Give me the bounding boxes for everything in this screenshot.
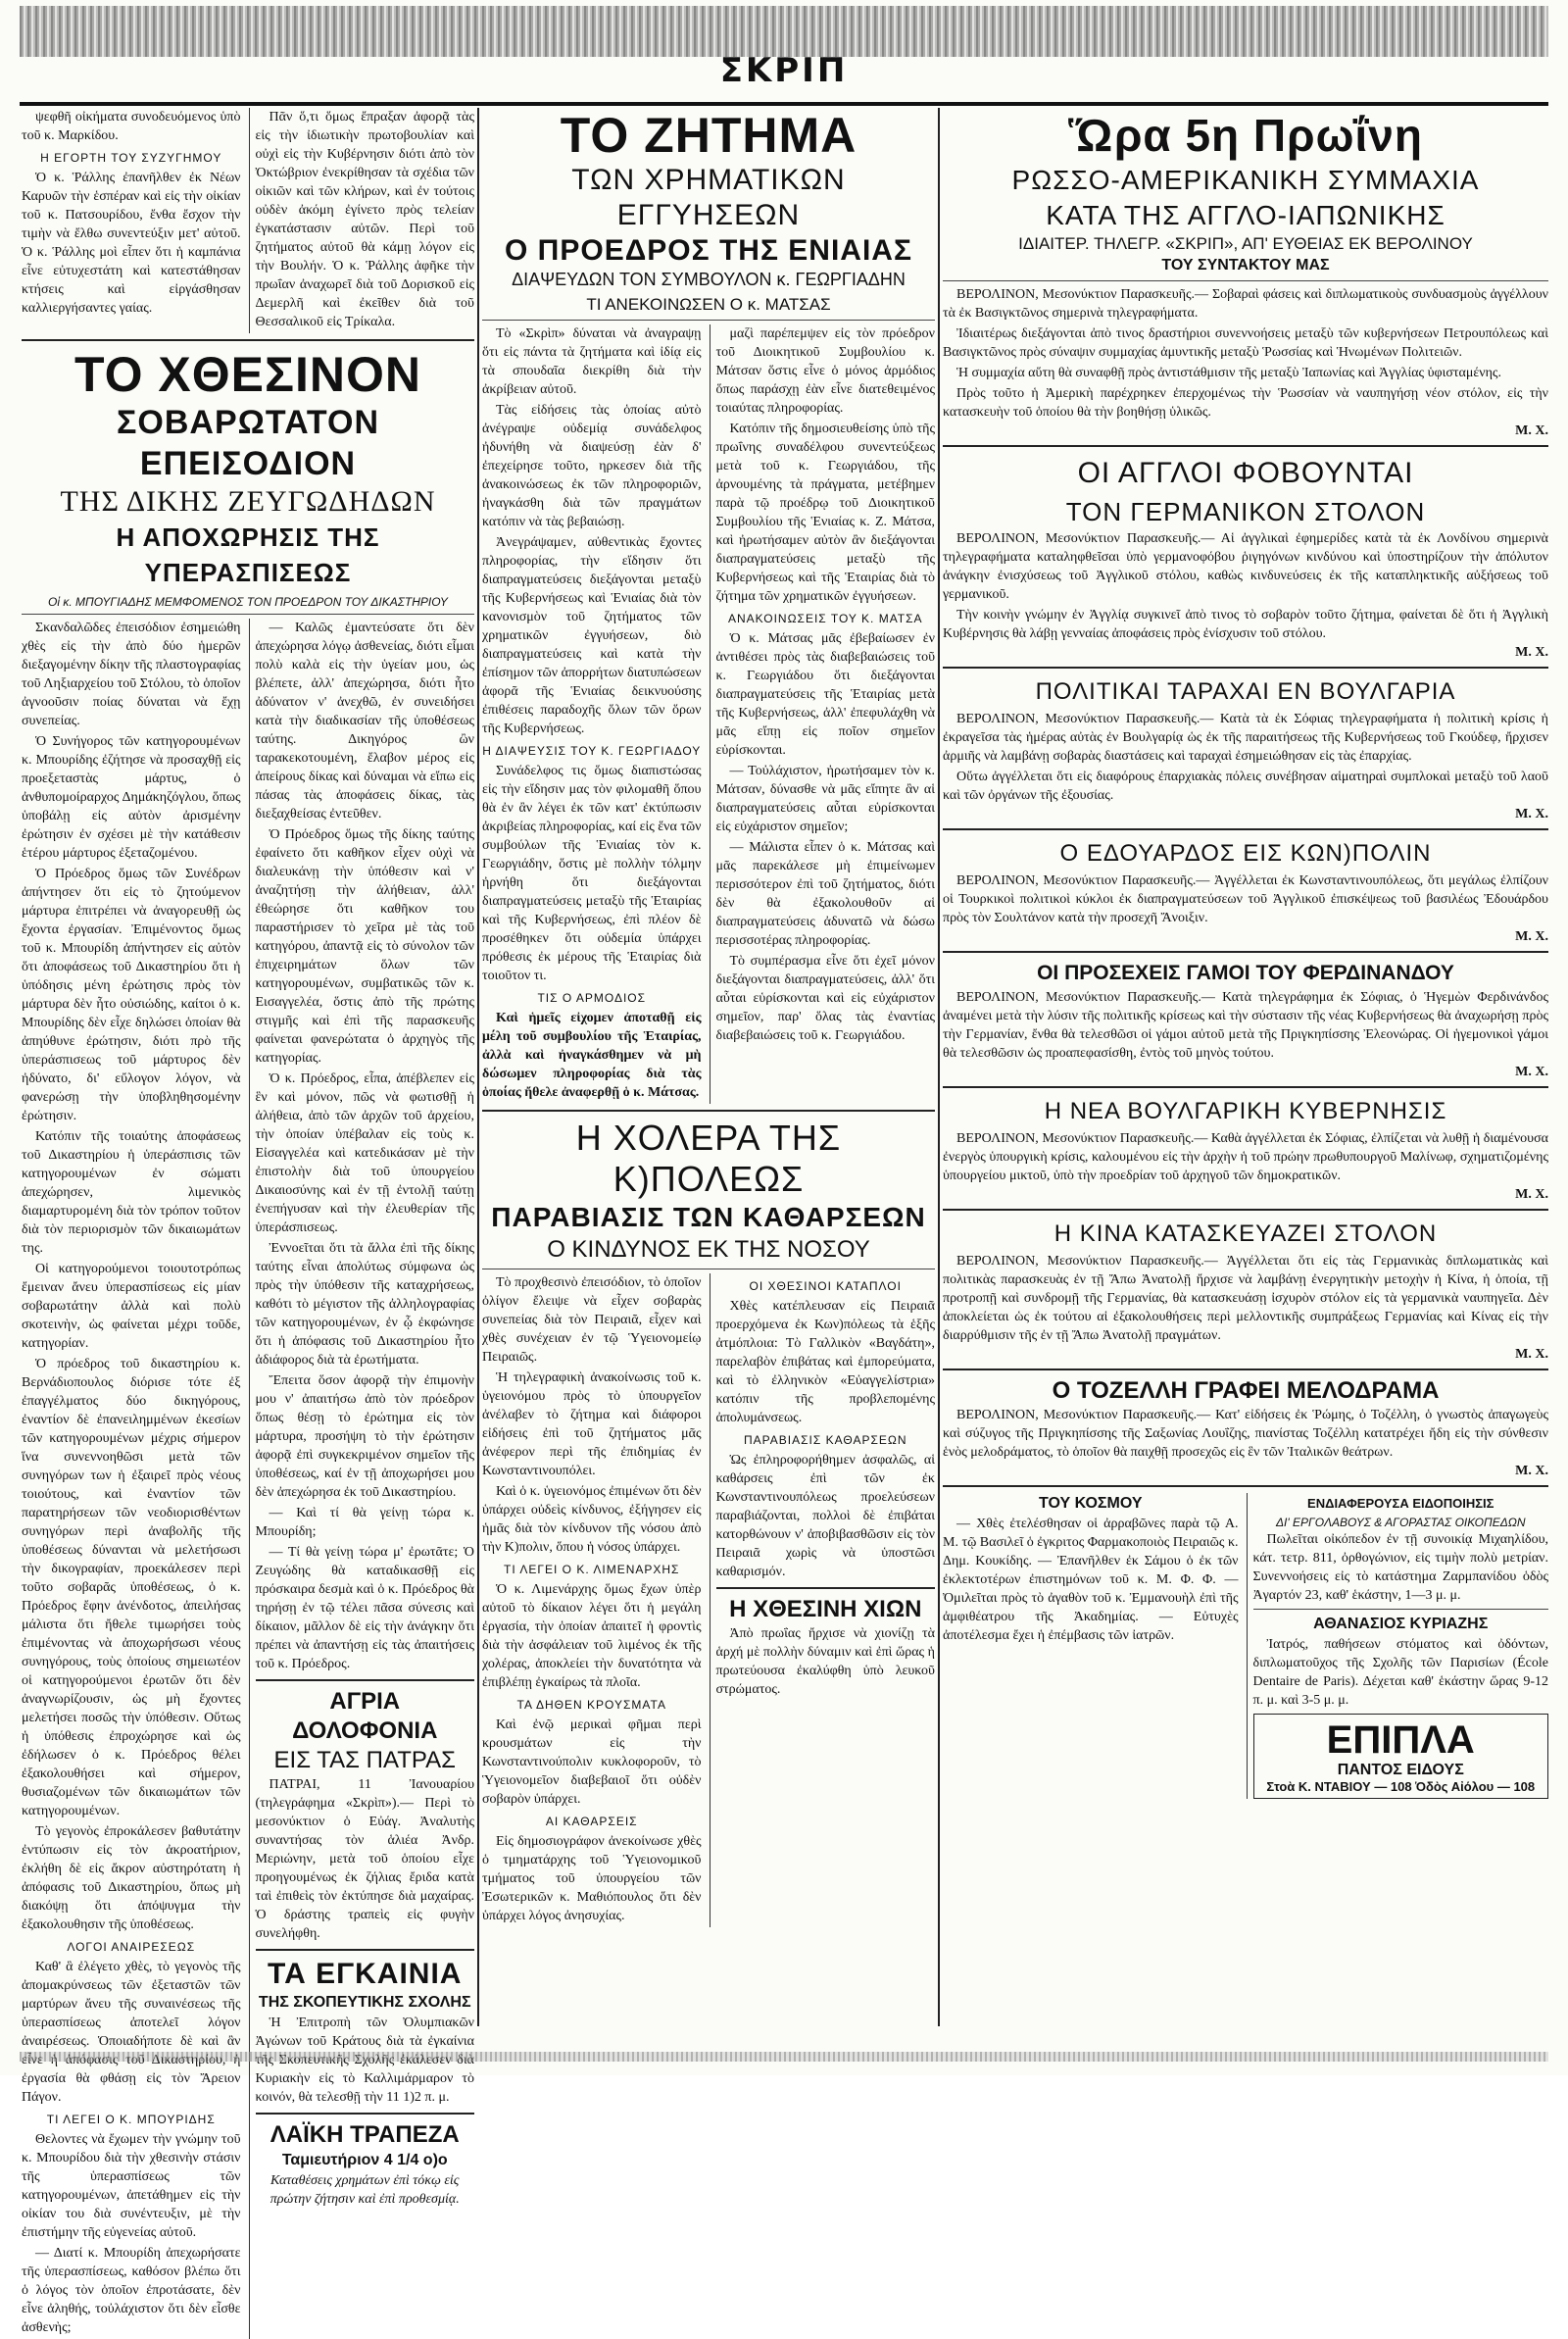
section-heading: ΠΑΡΑΒΙΑΣΙΣ ΚΑΘΑΡΣΕΩΝ bbox=[743, 1433, 907, 1447]
divider bbox=[943, 1485, 1548, 1487]
article-text: — Διατί κ. Μπουρίδη ἀπεχωρήσατε τῆς ὑπερασπίσεως, καθόσον βλέπω ὅτι ὁ λόγος τὸν ὁποῖον ἐπροτάσατε, δὲν εἶνε ἀληθής, τοὐλάχιστον ὅτι δὲν εἶσθε ἀσθενὴς; bbox=[22, 2246, 241, 2335]
ad-subtitle: ΠΑΝΤΟΣ ΕΙΔΟΥΣ bbox=[1337, 1762, 1464, 1778]
article-paragraph: Τὰς εἰδήσεις τὰς ὁποίας αὐτὸ ἀνέγραψε οὐδεμίᾳ συνάδελφος ἠδυνήθη νὰ διαψεύσῃ ἐὰν δ' ἐπεχείρησε τοῦτο, ηρκεσεν διὰ τῆς ἀνακοινώσεως ἐκ τῶν πληροφοριῶν, ἠναγκάσθη διὰ τῶν πραγμάτων κατόπιν νὰ τὰς βεβαιώσῃ. bbox=[482, 403, 702, 529]
article-paragraph: Ἡ τηλεγραφικὴ ἀνακοίνωσις τοῦ κ. ὑγειονόμου πρὸς τὸ ὑπουργεῖον ἀνέλαβεν τὸ ζήτημα καὶ διάφοροι εἰδήσεις ἐπὶ τοῦ ζητήματος μᾶς ἀνέφερον περὶ τῆς ἐπιδημίας ἐν Κωνσταντινουπόλει. bbox=[482, 1370, 702, 1478]
divider bbox=[943, 951, 1548, 953]
bottom-edge bbox=[20, 2052, 1548, 2062]
headline: ΤΩΝ ΧΡΗΜΑΤΙΚΩΝ ΕΓΓΥΗΣΕΩΝ bbox=[571, 164, 846, 231]
masthead-title: ΣΚΡΙΠ bbox=[719, 51, 849, 90]
col2-right-paragraphs bbox=[716, 324, 936, 606]
section-heading: ΤΙ ΛΕΓΕΙ Ο Κ. ΛΙΜΕΝΑΡΧΗΣ bbox=[504, 1563, 680, 1576]
top-rule bbox=[20, 102, 1548, 106]
article-paragraph: Κατόπιν τῆς τοιαύτης ἀποφάσεως τοῦ Δικαστηρίου ἡ ὑπεράσπισις τῶν κατηγορουμένων ἐν σώματι ἀπεχώρησεν, λιμενικὸς διαμαρτυρομένη διὰ τὸν τρόπον τοῦτον διὰ τὸν περιορισμὸν τῶν δικαιωμάτων της. bbox=[22, 1129, 241, 1256]
article-paragraph: Ἐννοεῖται ὅτι τὰ ἄλλα ἐπὶ τῆς δίκης ταύτης εἶναι ἀπολύτως σύμφωνα ὡς πρὸς τὴν ὑπόθεσιν τῆς καταχρήσεως, καθότι τὸ μέγιστον τῆς ἀλληλογραφίας τῶν κατηγορουμένων, ἐν ᾧ ἐκφώνησε ὅτι ἡ ἀπόφασις τοῦ Δικαστηρίου ἦτο ἀδιάφορος διὰ τὰ ἐρωτήματα. bbox=[255, 1241, 474, 1368]
col3-bottom-right bbox=[1247, 1493, 1549, 1799]
column-divider bbox=[477, 108, 479, 2026]
article-paragraph: Ἡ συμμαχία αὕτη θὰ συναφθῇ πρὸς ἀντιστάθμισιν τῆς μεταξὺ Ἰαπωνίας καὶ Ἀγγλίας ὑφισταμένης. bbox=[956, 366, 1501, 380]
article-paragraph: ΒΕΡΟΛΙΝΟΝ, Μεσονύκτιον Παρασκευῆς.— Κατὰ τὰ ἐκ Σόφιας τηλεγραφήματα ἡ πολιτικὴ κρίσις ἡ ἐκραγεῖσα τὰς ἡμέρας αὐτὰς ἐν Βουλγαρίᾳ ὡς ἐκ τῆς παραιτήσεως τῆς Κυβερνήσεως τοῦ Γκούδεφ, ἤρχισεν ἀρμιῆς νὰ λαμβάνῃ σοβαρὰς διαστάσεις καὶ ταραχαὶ ἐσημειώθησαν εἰς τὰς ἐπαρχίας. bbox=[943, 712, 1548, 764]
article-text: Καὶ ἐνῷ μερικαὶ φῆμαι περὶ κρουσμάτων εἰς τὴν Κωνσταντινούπολιν κυκλοφοροῦν, τὸ Ὑγειονομεῖον διαβεβαιοῖ ὅτι οὐδὲν σοβαρὸν ὑπάρχει. bbox=[482, 1717, 702, 1807]
byline: Μ. Χ. bbox=[1515, 1065, 1548, 1079]
headline: Ο ΚΙΝΔΥΝΟΣ ΕΚ ΤΗΣ ΝΟΣΟΥ bbox=[547, 1236, 870, 1263]
article-paragraph: Τὸ συμπέρασμα εἶνε ὅτι ἐχεῖ μόνον διεξάγονται διαπραγματεύσεις, ἀλλ' ὅτι αὗται εὑρίσκονται καὶ εἰς εὐχάριστον σημεῖον, παρ' ὅλας τὰς ἐναντίας διαβεβαιώσεις τοῦ κ. Γεωργιάδου. bbox=[715, 954, 935, 1043]
article-paragraph: μαζὶ παρέπεμψεν εἰς τὸν πρόεδρον τοῦ Διοικητικοῦ Συμβουλίου κ. Μάτσαν ὅστις εἶνε ὁ μόνος ἁρμόδιος ὅπως παράσχῃ ἐὰν εἶνε διατεθειμένος τοιαύτας πληροφορίας. bbox=[715, 326, 935, 416]
headline: ΟΙ ΑΓΓΛΟΙ ΦΟΒΟΥΝΤΑΙ bbox=[1077, 457, 1414, 489]
article-paragraph: — Καλῶς ἐμαντεύσατε ὅτι δὲν ἀπεχώρησα λόγῳ ἀσθενείας, διότι εἶμαι πολὺ καλὰ εἰς τὴν ὑγείαν μου, ὡς βλέπετε, ἀλλ' ἀπεχώρησα, διότι ἦτο ἀδύνατον ν' ἀνεχθῶ, ἐν συνειδήσει κατὰ τὴν διαδικασίαν τῆς ὑποθέσεως ταύτης. Δικηγόρος ὢν ταρακεκοτουμένη, ἔλαβον μέρος εἰς ἀπείρους δίκας καὶ δύναμαι νὰ εἴπω εἰς πάσας τὰς ἀποφάσεις δίκας, τὰς διεξαχθείσας ἐντεῦθεν. bbox=[255, 621, 474, 821]
col1-top-left bbox=[22, 108, 241, 333]
section-heading: ΟΙ ΧΘΕΣΙΝΟΙ ΚΑΤΑΠΛΟΙ bbox=[749, 1279, 902, 1293]
divider bbox=[943, 1086, 1548, 1088]
ad-subheadline: Ταμιευτήριον 4 1/4 ο)ο bbox=[281, 2152, 448, 2168]
section-heading: Η ΔΙΑΨΕΥΣΙΣ ΤΟΥ Κ. ΓΕΩΡΓΙΑΔΟΥ bbox=[482, 744, 702, 758]
ad-address: Στοὰ Κ. ΝΤΑΒΙΟΥ — 108 Ὁδὸς Αἰόλου — 108 bbox=[1266, 1779, 1536, 1794]
headline: Ο ΤΟΖΕΛΛΗ ΓΡΑΦΕΙ ΜΕΛΟΔΡΑΜΑ bbox=[1052, 1377, 1440, 1404]
article-text: ΒΕΡΟΛΙΝΟΝ, Μεσονύκτιον Παρασκευῆς.— Ἀγγέλλεται ἐκ Κωνσταντινουπόλεως, ὅτι μεγάλως ἐλπίζουν οἱ Τουρκικοὶ πολιτικοὶ κύκλοι ἐκ διαπραγματεύσεων τοῦ Ἀγγλικοῦ ἐπισκέψεως τοῦ βασιλέως Ἐδουάρδου πρὸς τὸν Σουλτάνον κατὰ τὴν προσεχῆ Ἄνοιξιν. bbox=[943, 873, 1548, 925]
headline: Ο ΕΔΟΥΑΡΔΟΣ ΕΙΣ ΚΩΝ)ΠΟΛΙΝ bbox=[1059, 840, 1432, 867]
headline: Η ΧΘΕΣΙΝΗ ΧΙΩΝ bbox=[729, 1596, 922, 1622]
article-text: ψεφθῆ οἰκήματα συνοδευόμενος ὑπὸ τοῦ κ. Μαρκίδου. bbox=[22, 110, 241, 143]
article-paragraph: Ὁ Πρόεδρος ὅμως τῆς δίκης ταύτης ἐφαίνετο ὅτι καθῆκον εἶχεν οὐχὶ νὰ διαλευκάνῃ τὴν ὑπόθεσιν καὶ ν' ἀναζητήσῃ τὴν ἀλήθειαν, ἀλλ' ἐθεώρησε ὅτι καθῆκον του παραστήρισεν τὸ χεῖρα μὲ τὰς τοῦ κατηγόρου, ἀπαντᾷ εἰς τὸ σύνολον τῶν ἐπιχειρημάτων ὅλων τῶν κατηγορουμένων, συμβατικῶς τῶν κ. Εισαγγελέα, ὅστις ἀπὸ τῆς πρώτης στιγμῆς καὶ ἐπὶ τῆς παρασκευῆς φαίνεται φανερώτατα ὁ ἀρχηγὸς τῆς κατηγορίας. bbox=[255, 827, 474, 1066]
headline: ΟΙ ΠΡΟΣΕΧΕΙΣ ΓΑΜΟΙ ΤΟΥ ΦΕΡΔΙΝΑΝΔΟΥ bbox=[1037, 962, 1454, 984]
divider bbox=[943, 828, 1548, 830]
headline: Ο ΠΡΟΕΔΡΟΣ ΤΗΣ ΕΝΙΑΙΑΣ bbox=[505, 234, 912, 267]
byline: Μ. Χ. bbox=[1515, 1347, 1548, 1362]
headline: ΤΟΥ ΚΟΣΜΟΥ bbox=[1039, 1495, 1143, 1512]
ad-title: ΕΠΙΠΛΑ bbox=[1326, 1718, 1475, 1762]
divider bbox=[1253, 1609, 1549, 1610]
col3-bottom-left bbox=[943, 1493, 1239, 1799]
article-paragraph: Καὶ ὁ κ. ὑγειονόμος ἐπιμένων ὅτι δὲν ὑπάρχει οὐδεὶς κίνδυνος, ἐξήγησεν εἰς ἡμᾶς διὰ τὸν κίνδυνον τῆς νόσου ἀπὸ τὴν Κ)πολιν, ὅπου ἡ νόσος ὑπάρχει. bbox=[482, 1484, 702, 1555]
story-a bbox=[22, 619, 241, 2339]
col2-bottom-left bbox=[482, 1273, 702, 1927]
col2-left-paragraphs bbox=[482, 324, 702, 738]
article-paragraph: Ἰδιαιτέρως διεξάγονται ἀπὸ τινος δραστήριοι συνεννοήσεις μεταξὺ τῶν κυβερνήσεων Πετρουπόλεως καὶ Βασιγκτῶνος πρὸς σύναψιν συμμαχίας ἀμυντικῆς μεταξὺ Ῥωσσίας καὶ Ἡνωμένων Πολιτειῶν. bbox=[943, 326, 1548, 360]
article-text: Ὁ κ. Λιμενάρχης ὅμως ἔχων ὑπὲρ αὐτοῦ τὸ δίκαιον λέγει ὅτι ἡ μεγάλη ἐργασία, τὴν ὁποίαν ἀπαιτεῖ ἡ φροντὶς διὰ τὴν ἀσφάλειαν τοῦ λιμένος ἐκ τῆς χολέρας, ἀποκλείει τὴν δυνατότητα νὰ ἐπιβλέπῃ ἐγκαίρως τὰ πλοῖα. bbox=[482, 1582, 702, 1690]
headline: Η ΝΕΑ ΒΟΥΛΓΑΡΙΚΗ ΚΥΒΕΡΝΗΣΙΣ bbox=[1044, 1098, 1447, 1124]
article-paragraph: Οἱ κατηγορούμενοι τοιουτοτρόπως ἔμειναν ἄνευ ὑπερασπίσεως εἰς μίαν σοβαρωτάτην ἀλλὰ καὶ πολὺ σκοτεινὴν, ὡς φαίνεται μέχρι τοῦδε, κατηγορίαν. bbox=[22, 1262, 241, 1351]
byline: Μ. Χ. bbox=[1515, 929, 1548, 944]
article-paragraph: Τὸ προχθεσινὸ ἐπεισόδιον, τὸ ὁποῖον ὀλίγον ἔλειψε νὰ εἶχεν σοβαρὰς συνεπείας διὰ τὸν Πειραιᾶ, εἶχεν καὶ χθὲς συνέχειαν ἐν τῷ Ὑγειονομείῳ Πειραιῶς. bbox=[482, 1275, 702, 1365]
article-text: Εἰς δημοσιογράφον ἀνεκοίνωσε χθὲς ὁ τμηματάρχης τοῦ Ὑγειονομικοῦ τμήματος τοῦ ὑπουργείου τῶν Ἐσωτερικῶν κ. Μαθιόπουλος ὅτι δὲν ὑπάρχει λόγος ἀνησυχίας. bbox=[482, 1834, 702, 1923]
article-paragraph: Ὁ κ. Μάτσας μᾶς ἐβεβαίωσεν ἐν ἀντιθέσει πρὸς τὰς διαβεβαιώσεις τοῦ κ. Γεωργιάδου ὅτι διεξάγονται διαπραγματεύσεις τῆς Ἑταιρίας μετὰ τῆς Κυβερνήσεως, ἀλλ' ἐπεφυλάχθη νὰ μᾶς εἴπῃ εἰς ποῖον σημεῖον εὑρίσκονται. bbox=[715, 631, 935, 758]
byline: Μ. Χ. bbox=[1515, 423, 1548, 438]
alliance-paragraphs bbox=[943, 285, 1548, 422]
section-heading: ΑΙ ΚΑΘΑΡΣΕΙΣ bbox=[545, 1815, 638, 1828]
sub-headline: Οἱ κ. ΜΠΟΥΓΙΑΔΗΣ ΜΕΜΦΟΜΕΝΟΣ ΤΟΝ ΠΡΟΕΔΡΟΝ ΤΟΥ ΔΙΚΑΣΤΗΡΙΟΥ bbox=[48, 595, 448, 609]
column-3 bbox=[943, 108, 1548, 2026]
headline: ΠΑΡΑΒΙΑΣΙΣ ΤΩΝ ΚΑΘΑΡΣΕΩΝ bbox=[491, 1202, 926, 1232]
headline: ΠΟΛΙΤΙΚΑΙ ΤΑΡΑΧΑΙ ΕΝ ΒΟΥΛΓΑΡΙΑ bbox=[1035, 678, 1456, 705]
divider bbox=[943, 667, 1548, 669]
byline: Μ. Χ. bbox=[1515, 1464, 1548, 1478]
article-paragraph: Τὴν κοινὴν γνώμην ἐν Ἀγγλίᾳ συγκινεῖ ἀπὸ τινος τὸ σοβαρὸν τοῦτο ζήτημα, φαίνεται δὲ ὅτι ἡ Ἀγγλικὴ Κυβέρνησις θὰ λάβῃ γενναίας ἀποφάσεις πρὸς ἐνίσχυσιν τοῦ στόλου. bbox=[943, 608, 1548, 641]
headline: ΑΓΡΙΑ ΔΟΛΟΦΟΝΙΑ bbox=[292, 1688, 438, 1744]
article-text: ΒΕΡΟΛΙΝΟΝ, Μεσονύκτιον Παρασκευῆς.— Ἀγγέλλεται ὅτι εἰς τὰς Γερμανικὰς διπλωματικὰς καὶ πολιτικὰς παρασκευὰς ἐν τῇ Ἄπω Ἀνατολῇ ἤρχισε νὰ λαμβάνῃ ἐνεργητικὴν μετοχὴν ἡ Κίνα, ἡ ὁποία, τῇ προτροπῇ καὶ συνδρομῇ τῆς Γερμανίας, θὰ κατασκευάσῃ ἰσχυρὸν στόλον εἰς τὰ γερμανικὰ ναυπηγεῖα. Δὲν ἀποκλείεται ὡς ἐκ τούτου αἱ ἐξακολουθήσεις περὶ μελλοντικῆς συμπράξεως Γερμανίας καὶ Κίνας εἰς τὴν διαρρύθμισιν τῆς ἐν τῇ Ἄπω Ἀνατολῇ πραγμάτων. bbox=[943, 1254, 1548, 1343]
article-text: Καθ' ἃ ἐλέγετο χθὲς, τὸ γεγονὸς τῆς ἀπομακρύνσεως τῶν ἐξεταστῶν τῶν μαρτύρων ἄνευ τῆς συναινέσεως τῆς ὑπερασπίσεως ἀποτελεῖ λόγον ἀναιρέσεως. Ὁποιαδήποτε δὲ καὶ ἂν εἶνε ἡ ἀπόφασις τοῦ Δικαστηρίου, ἡ ἐργασία θὰ φθάσῃ εἰς τὸν Ἄρειον Πάγον. bbox=[22, 1960, 241, 2105]
ad-headline: ΕΝΔΙΑΦΕΡΟΥΣΑ ΕΙΔΟΠΟΙΗΣΙΣ bbox=[1307, 1496, 1494, 1511]
masthead-ornament bbox=[20, 6, 1548, 57]
divider bbox=[943, 1209, 1548, 1211]
headline: Η ΚΙΝΑ ΚΑΤΑΣΚΕΥΑΖΕΙ ΣΤΟΛΟΝ bbox=[1054, 1220, 1438, 1247]
article-text: Ὡς ἐπληροφορήθημεν ἀσφαλῶς, αἱ καθάρσεις ἐπὶ τῶν ἐκ Κωνσταντινουπόλεως προελεύσεων παραβιάζονται, πολλοὶ δὲ ἐπιβάται κατορθώνουν ν' ἀποβιβασθῶσιν εἰς τὸν Πειραιᾶ χωρὶς νὰ ὑποστῶσι καθαρισμόν. bbox=[715, 1453, 935, 1579]
col1-top-right bbox=[249, 108, 475, 333]
article-text: — Χθὲς ἐτελέσθησαν οἱ ἀρραβῶνες παρὰ τῷ Α. Μ. τῷ Βασιλεῖ ὁ ἐγκριτος Φαρμακοποιὸς Πειραιῶς κ. Δημ. Κουκίδης. — Ἐπανῆλθεν ἐκ Σάμου ὁ ἐκ τῶν ἐκλεκτοτέρων ἐπιστημόνων τοῦ κ. Μ. Φ. Φ. — Ὀμιλεῖται πρὸς τὸ ἀγαθὸν τοῦ κ. Ἐμμανουὴλ ἐπὶ τῆς ἀμφιθέατρου τῆς Ἀκαδημίας. — Εὐτυχὲς ἀποτέλεσμα ἔχει ἡ ἐπέμβασις τῶν ἰατρῶν. bbox=[943, 1517, 1239, 1643]
col3-bottom-block bbox=[943, 1493, 1548, 1799]
byline: Μ. Χ. bbox=[1515, 1187, 1548, 1202]
divider bbox=[256, 1679, 475, 1681]
article-text: ΒΕΡΟΛΙΝΟΝ, Μεσονύκτιον Παρασκευῆς.— Κατὰ τηλεγράφημα ἐκ Σόφιας, ὁ Ἡγεμὼν Φερδινάνδος ἀναμένει μετὰ τὴν λύσιν τῆς πολιτικῆς κρίσεως καὶ τὴν σύστασιν τῆς νέας Κυβερνήσεως θὰ ἀναχωρήσῃ πρὸς τὴν Γερμανίαν, ἔνθα θὰ τελεσθῶσι οἱ γάμοι αὐτοῦ μετὰ τῆς Πριγκηπίσσης Ἐλεονώρας. Οἱ ἡγεμονικοὶ γάμοι θὰ τελεσθῶσιν ὡς προαπεφασίσθη, ἐντὸς τοῦ μηνὸς τούτου. bbox=[943, 990, 1548, 1061]
section-heading: ΤΙΣ Ο ΑΡΜΟΔΙΟΣ bbox=[537, 991, 647, 1005]
divider bbox=[22, 339, 474, 341]
article-text: Καὶ ἡμεῖς εἰχομεν ἀποταθῇ εἰς μέλη τοῦ συμβουλίου τῆς Ἑταιρίας, ἀλλὰ καὶ ἠναγκάσθημεν νὰ μὴ δώσωμεν πληροφορίας διὰ τὰς ὁποίας ἤθελε ἀναφερθῇ ὁ κ. Μάτσας. bbox=[482, 1011, 702, 1100]
article-text: ΒΕΡΟΛΙΝΟΝ, Μεσονύκτιον Παρασκευῆς.— Καθὰ ἀγγέλλεται ἐκ Σόφιας, ἐλπίζεται νὰ λυθῇ ἡ διαμένουσα ἐνεργὸς ὑπουργικὴ κρίσις, καλουμένου εἰς τὴν ἀρχὴν ἡ τοῦ πρώην πρωθυπουργοῦ Μαλίνωφ, σχηματιζομένης ὑπουργείου μικτοῦ, ὑπὸ τὴν προεδρίαν τοῦ ἀρχηγοῦ τῶν δημοκρατικῶν. bbox=[943, 1131, 1548, 1183]
section-heading: ΛΟΓΟΙ ΑΝΑΙΡΕΣΕΩΣ bbox=[67, 1940, 196, 1954]
article-paragraph: Ὁ κ. Πρόεδρος, εἶπα, ἀπέβλεπεν εἰς ἓν καὶ μόνον, πῶς νὰ φωτισθῇ ἡ ἀλήθεια, ἀπὸ τῶν ἀρχῶν τοῦ ἀρχείου, τὴν ὁποίαν ὑπέβαλαν εἰς τοὺς κ. Εἰσαγγελέα καὶ κατεδικάσαν μὲ τὴν ἐπιστολὴν διὰ τοῦ ὑπουργείου Δικαιοσύνης καὶ ἐν τῇ ἐντολῇ ταύτῃ ἐνεπήγυσαν καὶ τὴν ἐλευθερίαν τῆς ὑπεράσπισεως. bbox=[255, 1071, 474, 1235]
ad-text: Καταθέσεις χρημάτων ἐπὶ τόκῳ εἰς πρώτην ζήτησιν καὶ ἐπὶ προθεσμίᾳ. bbox=[270, 2173, 460, 2207]
article-paragraph: Ἀνεγράψαμεν, αὐθεντικὰς ἔχοντες πληροφορίας, τὴν εἴδησιν ὅτι διαπραγματεύσεις διεξάγονται μεταξὺ τῆς Κυβερνήσεως καὶ Ἑνιαίας διὰ τὸν κανονισμὸν τοῦ ζητήματος τῶν χρηματικῶν ἐγγυήσεων, διὸ διαπραγματεύσεις καὶ κατὰ τὴν ἐπίσημον τῶν ἀπορρήτων διατυπώσεων ἀφορᾶ τῆς Ἑνιαίας δεικνυούσης ἐπιθέσεις παραδοχῆς ὅλων τῶν ὅρων τῆς Κυβερνήσεως. bbox=[482, 535, 702, 736]
section-heading: ΤΙ ΛΕΓΕΙ Ο Κ. ΜΠΟΥΡΙΔΗΣ bbox=[46, 2113, 216, 2126]
divider bbox=[482, 320, 935, 321]
headline: ΤΗΣ ΣΚΟΠΕΥΤΙΚΗΣ ΣΧΟΛΗΣ bbox=[258, 1994, 471, 2011]
col2-cholera-paragraphs bbox=[482, 1273, 702, 1557]
headline: ΤΟ ΧΘΕΣΙΝΟΝ bbox=[74, 347, 422, 402]
headline: ΣΟΒΑΡΩΤΑΤΟΝ ΕΠΕΙΣΟΔΙΟΝ bbox=[116, 404, 380, 482]
headline: Η ΑΠΟΧΩΡΗΣΙΣ ΤΗΣ ΥΠΕΡΑΣΠΙΣΕΩΣ bbox=[116, 523, 380, 587]
ad-headline: ΑΘΑΝΑΣΙΟΣ ΚΥΡΙΑΖΗΣ bbox=[1313, 1616, 1489, 1632]
headline: ΤΗΣ ΔΙΚΗΣ ΖΕΥΓΩΔΗΔΩΝ bbox=[60, 485, 436, 518]
divider bbox=[256, 2113, 475, 2115]
headline: ΤΟΥ ΣΥΝΤΑΚΤΟΥ ΜΑΣ bbox=[1161, 257, 1330, 274]
headline: Ὥρα 5η Πρωΐνη bbox=[1068, 110, 1423, 161]
article-paragraph: Ὁ Συνήγορος τῶν κατηγορουμένων κ. Μπουρίδης ἐζήτησε νὰ προσαχθῇ εἰς προεξεταστὰς μάρτυς, ὁ ἀνθυπομοίραρχος Δημάκηζόγλου, ὅπως ὑποβάλῃ εἰς αὐτὸν ἀρισμένην ἐρώτησιν ἐν σχέσει μὲ τὴν κατάθεσιν ἑτέρου μάρτυρος ἐξεταζομένου. bbox=[22, 734, 241, 861]
article-paragraph: Σκανδαλῶδες ἐπεισόδιον ἐσημειώθη χθὲς εἰς τὴν ἀπὸ δύο ἡμερῶν διεξαγομένην δίκην τῆς πλαστογραφίας τοῦ Ληξιαρχείου τοῦ Στόλου, τὸ ὁποῖον ἀγνοοῦσιν ποίας δύναται νὰ ἔχῃ συνεπείας. bbox=[22, 621, 241, 728]
article-paragraph: — Μάλιστα εἶπεν ὁ κ. Μάτσας καὶ μᾶς παρεκάλεσε μὴ ἐπιμείνωμεν περισσότερον ἐπὶ τοῦ ζητήματος, διότι δὲν θὰ ἐξακολουθοῦν αἱ διαπραγματεύσεις ἀδυνατῶ νὰ δώσω περισσοτέρας πληροφορίας. bbox=[715, 840, 935, 948]
headline: ΔΙΑΨΕΥΔΩΝ ΤΟΝ ΣΥΜΒΟΥΛΟΝ κ. ΓΕΩΡΓΙΑΔΗΝ bbox=[512, 270, 906, 289]
article-paragraph: — Καὶ τί θὰ γείνῃ τώρα κ. Μπουρίδη; bbox=[255, 1506, 474, 1539]
byline: Μ. Χ. bbox=[1515, 807, 1548, 821]
story-b-wrap bbox=[249, 619, 475, 2339]
divider bbox=[943, 1369, 1548, 1370]
article-paragraph: Οὕτω ἀγγέλλεται ὅτι εἰς διαφόρους ἐπαρχιακὰς πόλεις συνέβησαν αἱματηραὶ συμπλοκαὶ μεταξὺ τοῦ λαοῦ καὶ τῶν ὀργάνων τῆς ἐξουσίας. bbox=[943, 770, 1548, 803]
article-text: Ἡ Ἐπιτροπὴ τῶν Ὀλυμπιακῶν Ἀγώνων τοῦ Κράτους διὰ τὰ ἐγκαίνια τῆς Σκοπευτικῆς Σχολῆς ἐκάλεσεν διὰ Κυριακὴν εἰς τὸ Καλλιμάρμαρον τὸ κοινόν, θὰ τελεσθῇ τὴν 11 1)2 π. μ. bbox=[255, 2016, 474, 2105]
article-text: Χθὲς κατέπλευσαν εἰς Πειραιᾶ προερχόμενα ἐκ Κων)πόλεως τὰ ἑξῆς ἀτμόπλοια: Τὸ Γαλλικὸν «Βαγδάτη», παρελαβὸν ἐπιβάτας καὶ ἐμπορεύματα, καὶ τὸ ἐλληνικὸν «Εὐαγγελίστρια» κατόπιν τῆς προβλεπομένης ἀπολυμάνσεως. bbox=[715, 1299, 935, 1425]
article-paragraph: — Τοὐλάχιστον, ἠρωτήσαμεν τὸν κ. Μάτσαν, δύνασθε νὰ μᾶς εἴπητε ἂν αἱ διαπραγματεύσεις αὗται εὑρίσκονται εἰς εὐχάριστον σημεῖον; bbox=[715, 764, 935, 834]
headline: ΕΙΣ ΤΑΣ ΠΑΤΡΑΣ bbox=[273, 1747, 456, 1773]
headline: Η ΧΟΛΕΡΑ ΤΗΣ Κ)ΠΟΛΕΩΣ bbox=[575, 1118, 842, 1199]
headline: ΚΑΤΑ ΤΗΣ ΑΓΓΛΟ-ΙΑΠΩΝΙΚΗΣ bbox=[1046, 200, 1446, 230]
voulg-paragraphs bbox=[943, 710, 1548, 805]
ad-text: Ἰατρός, παθήσεων στόματος καὶ ὀδόντων, διπλωματοῦχος τῆς Σχολῆς τῶν Παρισίων (École Dentaire de Paris). Δέχεται καθ' ἑκάστην ὥρας 9-12 π. μ. καὶ 3-5 μ. μ. bbox=[1252, 1637, 1548, 1708]
ad-text: Πωλεῖται οἰκόπεδον ἐν τῇ συνοικίᾳ Μιχαηλίδου, κάτ. τετρ. 811, ὀρθογώνιον, εἰς τιμὴν πολὺ μετρίαν. Συνεννοήσεις εἰς τὸ κατάστημα Ζαρμπανίδου ὁδὸς Ἀγαρτόν 23, καθ' ἑκάστην, 1—3 μ. μ. bbox=[1252, 1532, 1548, 1603]
article-text: ΠΑΤΡΑΙ, 11 Ἰανουαρίου (τηλεγράφημα «Σκρὶπ»).— Περὶ τὸ μεσονύκτιον ὁ Εὐάγ. Ἀναλυτὴς συναντήσας τὸν ἁλιέα Ἀνδρ. Μεριώνην, μετὰ τοῦ ὁποίου εἶχε προηγουμένως ἐκ ζήλιας ἔριδα κατὰ ταὶ ἐπιθεὶς τὸν ἐκτύπησε διὰ μαχαίρας. Ὁ δράστης τραπεὶς εἰς φυγὴν συνελήφθη. bbox=[255, 1777, 474, 1941]
headline: ΤΟΝ ΓΕΡΜΑΝΙΚΟΝ ΣΤΟΛΟΝ bbox=[1065, 497, 1426, 526]
column-1 bbox=[22, 108, 474, 2335]
col2-bottom-right bbox=[710, 1273, 936, 1927]
headline: ΤΟ ΖΗΤΗΜΑ bbox=[560, 108, 858, 163]
ad-subheadline: ΔΙ' ΕΡΓΟΛΑΒΟΥΣ & ΑΓΟΡΑΣΤΑΣ ΟΙΚΟΠΕΔΩΝ bbox=[1275, 1516, 1526, 1529]
article-paragraph: Ὁ πρόεδρος τοῦ δικαστηρίου κ. Βερνάδιοπουλος διόρισε τότε ἐξ ἐπαγγέλματος δύο δικηγόρους, ἐναντίον δὲ ἐπανειλημμένων ἐκεσίων τῶν κατηγορουμένων μέχρις σήμερον ἵνα συνεννοηθῶσι μετὰ τῶν συνηγόρων των ἡ ἐξαιρεῖ πρὸς νέους τοιούτους, καὶ ἐναντίον τῶν παρατηρήσεων τῶν νεοδιορισθέντων συνηγόρων περὶ ἀναβολῆς τῆς ὑποθέσεως δύνανται νὰ μελετήσωσι τὴν δικογραφίαν, προεκάλεσεν περὶ τοῦτο σοβαρᾶς ὑποθέσεως, ὁ κ. Πρόεδρος ἔφην ἀνένδοτος, ἀπειλήσας μάλιστα ὅτι ἤθελε τιμωρήσει τοὺς ἐπιμένοντας νὰ ἀποχωρήσωσι νέους συνηγόρους, τοὺς ὁποίους σημειωτέον οἱ κατηγορούμενοι ἐρωτῶν ὅτι δὲν ἀναγνωρίζουσιν, ὡς μὴ ἔχοντες μελετήσει ποσῶς τὴν ὑπόθεσιν. Οὕτως ἡ ὑπόθεσις ἐπροχώρησε καὶ ὡς ἐδήλωσεν ὁ κ. Πρόεδρος θέλει ἐξακολουθήσει καὶ σήμερον, θυσιαζομένων τῶν δικαιωμάτων τῶν κατηγορουμένων. bbox=[22, 1357, 241, 1818]
headline: ΙΔΙΑΙΤΕΡ. ΤΗΛΕΓΡ. «ΣΚΡΙΠ», ΑΠ' ΕΥΘΕΙΑΣ ΕΚ ΒΕΡΟΛΙΝΟΥ bbox=[1018, 234, 1473, 253]
article-text: Συνάδελφος τις ὅμως διαπιστώσας εἰς τὴν εἴδησιν μας τὸν φιλομαθῆ ὅπου θὰ ἐν ἂν λέγει ἐκ τῶν κατ' ἐκτύπωσιν ἀκριβείας πληροφορίας, καί εἰς ἕνα τῶν συμβούλων τῆς Ἑνιαίας τὸν κ. Γεωργιάδην, ὅστις μὲ πολλὴν τόλμην ἠρνήθη ὅτι διεξάγονται διαπραγματεύσεις μεταξὺ τῆς Ἑταιρίας καὶ τῆς Κυβερνήσεως, ἐπὶ πλέον δὲ προσέθηκεν ὅτι οὐδεμία ὑπάρχει πρόθεσις ἐκ μέρους τῆς Ἑταιρίας διὰ τοιοῦτον τι. bbox=[482, 764, 702, 983]
col2-top-block bbox=[482, 324, 935, 1104]
ad-headline: ΛΑΪΚΗ ΤΡΑΠΕΖΑ bbox=[270, 2121, 460, 2148]
col1-story bbox=[22, 619, 474, 2339]
article-text: Θελοντες νὰ ἔχωμεν τὴν γνώμην τοῦ κ. Μπουρίδου διὰ τὴν χθεσινὴν στάσιν τῆς ὑπερασπίσεως τῶν κατηγορουμένων, ἀπετάθημεν εἰς τὴν οἰκίαν του διὰ συνέντευξιν, μὲ τὴν ἐπιστήμην τῆς εὐγενείας αὐτοῦ. bbox=[22, 2132, 241, 2240]
article-text: ΒΕΡΟΛΙΝΟΝ, Μεσονύκτιον Παρασκευῆς.— Κατ' εἰδήσεις ἐκ Ῥώμης, ὁ Τοζέλλη, ὁ γνωστὸς ἀπαγωγεὺς καὶ σύζυγος τῆς Πριγκηπίσσης τῆς Σαξωνίας Λουΐζης, πιανίστας Τοζέλλη κατατρέχει ἤδη εἰς τὴν σύνθεσιν ἑνὸς μελοδράματος, τὸ ὁποῖον θὰ παιχθῇ προσεχῶς εἰς ἓν τῶν Ἰταλικῶν θεάτρων. bbox=[943, 1408, 1548, 1460]
furniture-ad bbox=[1253, 1714, 1549, 1799]
section-heading: Η ΕΓΟΡΤΗ ΤΟΥ ΣΥΖΥΓΗΜΟΥ bbox=[40, 151, 222, 165]
col2-anakoin-paragraphs bbox=[716, 629, 936, 1045]
divider bbox=[943, 280, 1548, 281]
article-paragraph: Πρὸς τοῦτο ἡ Ἀμερικὴ παρέχρηκεν ἐπερχομένως τὴν Ῥωσσίαν νὰ ναυπηγήσῃ νέον στόλον, εἰς τὴν κατασκευὴν τοῦ ὁποίου θὰ τὴν βοηθήσῃ ὑλικῶς. bbox=[943, 386, 1548, 420]
divider bbox=[256, 1949, 475, 1951]
article-paragraph: ΒΕΡΟΛΙΝΟΝ, Μεσονύκτιον Παρασκευῆς.— Αἱ ἀγγλικαὶ ἐφημερίδες κατὰ τὰ ἐκ Λονδίνου σημερινὰ τηλεγραφήματα καταληφθεῖσαι ὑπὸ γερμανοφόβου ῥιγηγόνων κινδύνου καὶ ὑποστηρίζουν τὴν ἀπόλυτον ἀνάγκην ἐνισχύσεως τοῦ Ἀγγλικοῦ στόλου, καθὼς κινδυνεύσεις ἐκ τῆς καταπληκτικῆς αὐξήσεως τοῦ γερμανικοῦ. bbox=[943, 531, 1548, 602]
headline: ΤΙ ΑΝΕΚΟΙΝΩΣΕΝ Ο κ. ΜΑΤΣΑΣ bbox=[586, 295, 831, 314]
col2-top-right bbox=[710, 324, 936, 1104]
article-paragraph: Κατόπιν τῆς δημοσιευθείσης ὑπὸ τῆς πρωΐνης συναδέλφου συνεντεύξεως μετὰ τοῦ κ. Γεωργιάδου, τῆς ἀρνουμένης τὰ πράγματα, μετέβημεν παρὰ τῷ προέδρῳ τοῦ Διοικητικοῦ Συμβουλίου τῆς Ἑνιαίας κ. Ζ. Μάτσα, καὶ ἠρωτήσαμεν αὐτὸν ἂν διεξάγονται διαπραγματεύσεις μεταξὺ τῆς Κυβερνήσεως καὶ τῆς Ἑταιρίας διὰ τὸ ζήτημα τῶν χρηματικῶν ἐγγυήσεων. bbox=[715, 422, 935, 604]
article-paragraph: Ὁ Πρόεδρος ὅμως τῶν Συνέδρων ἀπήντησεν ὅτι εἰς τὸ ζητούμενον μάρτυρα ἐπιτρέπει νὰ ἀναγορευθῇ ὡς ἔχοντα ἐργασίαν. Ἐπιμένοντος ὅμως τοῦ κ. Μπουρίδη ἀπήντησεν εἰς αὐτὸν ὅτι ἀποφάσεως τοῦ Δικαστηρίου ὅτι ἡ ὑπόδησις μένη ἐρώτησις πρὸς τὸν μάρτυρα δὲν ἦτο οὐσιώδης, καίτοι ὁ κ. Μπουρίδης δὲν εἶχε δηλώσει ὁποίαν θὰ ἀπηύθυνε ἐρώτησιν, διότι πρὸ τῆς ὑπεράσπισεως τοῦ μάρτυρος δὲν ἠδύνατο, δι' εὔλογον λόγον, νὰ φανερώσῃ τὴν ὑποβληθησομένην ἐρώτησιν. bbox=[22, 867, 241, 1123]
story-b bbox=[256, 619, 475, 1673]
section-heading: ΤΑ ΔΗΘΕΝ ΚΡΟΥΣΜΑΤΑ bbox=[516, 1698, 666, 1712]
article-text: Ἀπὸ πρωΐας ἤρχισε νὰ χιονίζῃ τὰ ἁρχή μὲ πολλὴν δύναμιν καὶ ἐπὶ ὥρας ἡ πρωτεύουσα ἐκαλύφθη ὑπὸ λευκοῦ στρώματος. bbox=[715, 1626, 935, 1697]
column-divider bbox=[938, 108, 940, 2026]
article-paragraph: Τὸ «Σκρὶπ» δύναται νὰ ἀναγραψῃ ὅτι εἰς πάντα τὰ ζητήματα καὶ ἰδίᾳ εἰς τὰ σπουδαῖα διεκρίθη διὰ τὴν ἀκρίβειαν αὐτοῦ. bbox=[482, 326, 702, 397]
divider bbox=[482, 1110, 935, 1112]
divider bbox=[943, 445, 1548, 447]
divider bbox=[716, 1587, 936, 1589]
article-paragraph: — Τί θὰ γείνῃ τώρα μ' ἐρωτᾶτε; Ὁ Ζευγώδης θὰ καταδικασθῇ εἰς πρόσκαιρα δεσμὰ καὶ ὁ κ. Πρόεδρος θὰ τηρήσῃ ἐν τῷ τέλει πᾶσα σύνεσις καὶ δίκαιον, μᾶλλον δὲ εἰς τὴν ἀνάγκην ὅτι πρέπει νὰ ἀπαντήσῃ εἰς τὰς ἀπαιτήσεις τοῦ κ. Πρόεδρος. bbox=[255, 1545, 474, 1671]
col2-top-left bbox=[482, 324, 702, 1104]
angloi-paragraphs bbox=[943, 529, 1548, 643]
col2-bottom-block bbox=[482, 1273, 935, 1927]
headline: ΡΩΣΣΟ-ΑΜΕΡΙΚΑΝΙΚΗ ΣΥΜΜΑΧΙΑ bbox=[1011, 165, 1480, 195]
article-paragraph: ΒΕΡΟΛΙΝΟΝ, Μεσονύκτιον Παρασκευῆς.— Σοβαραὶ φάσεις καὶ διπλωματικοὺς συνδυασμοὺς ἀγγέλλουν τὰ ἐκ Βασιγκτῶνος σημερινὰ τηλεγραφήματα. bbox=[943, 287, 1548, 321]
article-text: Πᾶν ὅ,τι ὅμως ἔπραξαν ἀφορᾷ τὰς εἰς τὴν ἰδιωτικὴν πρωτοβουλίαν καὶ οὐχὶ εἰς τὴν Κυβέρνησιν διότι ἀπὸ τὸν Ὀκτώβριον ἐνεκρίθησαν τὰ σχέδια τῶν οἰκιῶν καὶ τῶν κλήρων, καὶ ἐν τούτοις οὐδὲν ἀκόμη ἐγίνετο πρὸς τελείαν ἐγκατάστασιν αὐτῶν. Περὶ τοῦ ζητήματος αὐτοῦ θὰ κάμῃ λόγον εἰς τὴν Βουλήν. Ὁ κ. Ῥάλλης ἀφῆκε τὴν πρωΐαν ἀναχωρεῖ διὰ τοῦ Δορισκοῦ εἰς Δεμερλῆ καὶ ἐκεῖθεν διὰ τοῦ Θεσσαλικοῦ εἰς Τρίκαλα. bbox=[255, 110, 474, 329]
byline: Μ. Χ. bbox=[1515, 645, 1548, 660]
article-text: Ὁ κ. Ῥάλλης ἐπανῆλθεν ἐκ Νέων Καρυῶν τὴν ἑσπέραν καὶ εἰς τὴν οἰκίαν τοῦ κ. Πατσουρίδου, ἔνθα ἔσχον τὴν τιμὴν νὰ ἔλθω συνεντεύξιν μετ' αὐτοῦ. Ὁ κ. Ῥάλλης μοὶ εἶπεν ὅτι ἡ καμπάνια εἶνε εὐτυχεστάτη καὶ κατεστάθησαν κτήσεις καὶ εἰργάσθησαν καλλιεργήσαντες γαίας. bbox=[22, 171, 241, 316]
column-2 bbox=[482, 108, 935, 2026]
article-paragraph: Ἔπειτα ὅσον ἀφορᾷ τὴν ἐπιμονὴν μου ν' ἀπαιτήσω ἀπὸ τὸν πρόεδρον ὅπως θέσῃ τὸ ἐρώτημα εἰς τὸν μάρτυρα, προσήψη τὸ τὴν ἐρώτησιν ἀφορᾷ ἐπὶ συγκεκριμένον σημεῖον τῆς ὑποθέσεως, καί ἐν τῇ ἀποχωρήσει μου δὲν ἀπεχώρησα ἐκ τοῦ Δικαστηρίου. bbox=[255, 1373, 474, 1500]
article-paragraph: Τὸ γεγονὸς ἐπροκάλεσεν βαθυτάτην ἐντύπωσιν εἰς τὸν ἀκροατήριον, ἐκλήθη δὲ εἰς ἄκρον αὐστηρότατη ἡ ἀπόφασις τοῦ Δικαστηρίου, ὅπως μὴ διακόψῃ ὅτι ἀπόψυγμα τὴν ἐξακολουθησιν τῆς ὑποθέσεως. bbox=[22, 1824, 241, 1932]
divider bbox=[22, 614, 474, 615]
col1-top-block bbox=[22, 108, 474, 333]
headline: ΤΑ ΕΓΚΑΙΝΙΑ bbox=[268, 1958, 463, 1990]
section-heading: ΑΝΑΚΟΙΝΩΣΕΙΣ ΤΟΥ Κ. ΜΑΤΣΑ bbox=[727, 612, 923, 625]
